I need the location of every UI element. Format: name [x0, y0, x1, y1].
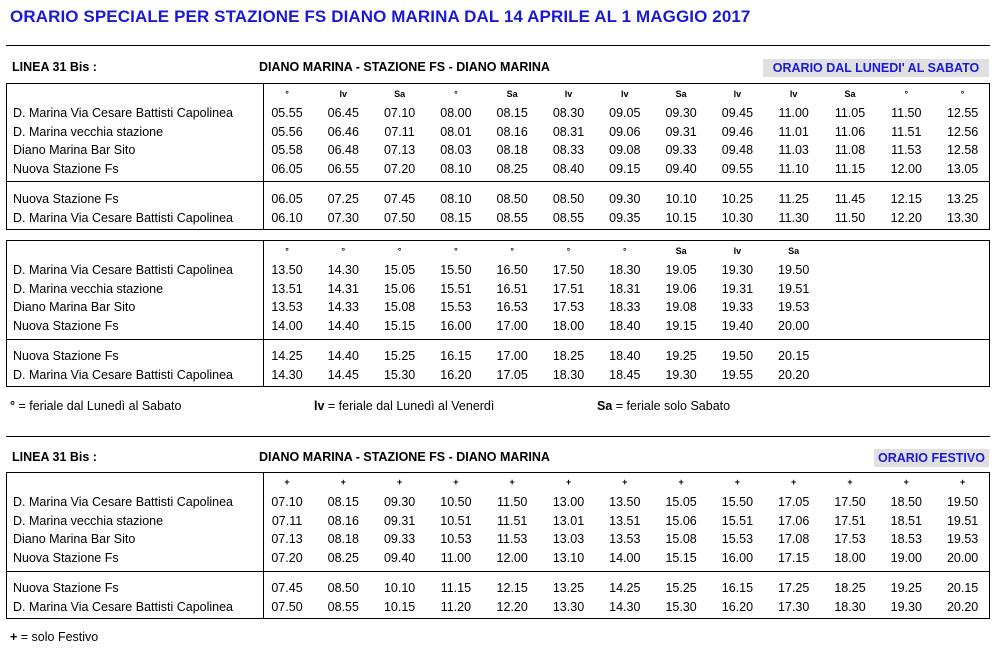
- legend-symbol: Sa: [597, 399, 613, 413]
- stop-name: Diano Marina Bar Sito: [13, 143, 136, 157]
- departure-time: 19.50: [721, 349, 754, 363]
- departure-time: 14.00: [609, 550, 641, 565]
- stop-name: D. Marina Via Cesare Battisti Capolinea: [13, 495, 234, 509]
- departure-time: 20.20: [778, 367, 810, 382]
- stop-name: D. Marina Via Cesare Battisti Capolinea: [13, 599, 234, 614]
- stop-name: D. Marina vecchia stazione: [13, 513, 164, 528]
- departure-time: 19.55: [721, 367, 754, 382]
- departure-time: 09.33: [665, 143, 697, 157]
- departure-time: 05.56: [271, 124, 303, 139]
- departure-time: 08.50: [327, 581, 359, 595]
- departure-time: 18.31: [609, 281, 641, 296]
- departure-time: 08.25: [327, 550, 359, 565]
- departure-time: 08.50: [496, 192, 528, 206]
- departure-time: 18.30: [609, 263, 641, 277]
- departure-time: 07.20: [383, 161, 416, 176]
- service-type-mark: lv: [621, 89, 629, 99]
- stop-name: Nuova Stazione Fs: [13, 349, 119, 363]
- departure-time: 14.30: [271, 367, 303, 382]
- departure-time: 12.00: [496, 550, 528, 565]
- departure-time: 07.50: [271, 599, 303, 614]
- departure-time: 13.25: [552, 581, 585, 595]
- departure-time: 14.25: [271, 349, 303, 363]
- departure-time: 19.06: [665, 281, 697, 296]
- departure-time: 11.50: [891, 106, 922, 120]
- service-type-mark: lv: [733, 246, 742, 256]
- service-type-mark: +: [396, 477, 403, 487]
- departure-time: 18.25: [552, 349, 585, 363]
- departure-time: 19.25: [890, 581, 922, 595]
- weekday-table-morning: [6, 83, 990, 230]
- service-type-mark: +: [340, 477, 346, 487]
- departure-time: 08.55: [496, 210, 528, 225]
- service-type-mark: °: [454, 246, 458, 256]
- departure-time: 15.06: [383, 281, 416, 296]
- departure-time: 18.30: [552, 367, 585, 382]
- departure-time: 05.55: [271, 106, 303, 120]
- departure-time: 09.40: [383, 550, 416, 565]
- legend-feriale-lun-sab: [10, 399, 181, 413]
- stop-name: D. Marina Via Cesare Battisti Capolinea: [13, 210, 234, 225]
- departure-time: 15.51: [440, 281, 472, 296]
- departure-time: 13.10: [552, 550, 585, 565]
- departure-time: 12.00: [890, 161, 922, 176]
- departure-time: 14.40: [327, 349, 359, 363]
- departure-time: 08.18: [327, 532, 359, 546]
- departure-time: 09.06: [609, 124, 641, 139]
- departure-time: 12.20: [890, 210, 922, 225]
- departure-time: 19.33: [721, 300, 754, 314]
- departure-time: 16.00: [440, 318, 472, 333]
- departure-time: 07.13: [383, 143, 416, 157]
- departure-time: 16.20: [440, 367, 472, 382]
- departure-time: 16.00: [721, 550, 754, 565]
- stop-name: Nuova Stazione Fs: [13, 581, 119, 595]
- departure-time: 13.50: [609, 495, 641, 509]
- departure-time: 14.00: [271, 318, 303, 333]
- departure-time: 12.58: [946, 143, 979, 157]
- departure-time: 11.30: [778, 210, 809, 225]
- service-type-mark: +: [509, 477, 515, 487]
- departure-time: 15.05: [665, 495, 697, 509]
- departure-time: 06.55: [327, 161, 359, 176]
- departure-time: 11.45: [834, 192, 866, 206]
- departure-time: 08.31: [552, 124, 585, 139]
- departure-time: 17.15: [778, 550, 810, 565]
- departure-time: 13.03: [552, 532, 585, 546]
- stop-name: D. Marina Via Cesare Battisti Capolinea: [13, 263, 234, 277]
- stop-name: Diano Marina Bar Sito: [13, 532, 136, 546]
- service-type-mark: °: [285, 89, 289, 99]
- departure-time: 11.06: [834, 124, 866, 139]
- departure-time: 15.30: [383, 367, 416, 382]
- departure-time: 08.16: [327, 513, 359, 528]
- departure-time: 07.10: [383, 106, 416, 120]
- row-divider: [7, 181, 989, 182]
- departure-time: 11.15: [834, 161, 866, 176]
- departure-time: 16.20: [721, 599, 754, 614]
- departure-time: 17.53: [834, 532, 866, 546]
- departure-time: 06.46: [327, 124, 359, 139]
- departure-time: 10.15: [665, 210, 697, 225]
- service-type-mark: Sa: [506, 89, 518, 99]
- departure-time: 17.05: [778, 495, 810, 509]
- departure-time: 09.30: [383, 495, 416, 509]
- departure-time: 15.15: [665, 550, 697, 565]
- departure-time: 10.25: [721, 192, 754, 206]
- departure-time: 19.51: [778, 281, 810, 296]
- service-type-mark: lv: [339, 89, 348, 99]
- departure-time: 12.15: [496, 581, 528, 595]
- departure-time: 11.15: [440, 581, 472, 595]
- departure-time: 18.00: [552, 318, 585, 333]
- stop-name: Nuova Stazione Fs: [13, 192, 119, 206]
- stop-name: Diano Marina Bar Sito: [13, 300, 136, 314]
- departure-time: 18.51: [890, 513, 922, 528]
- departure-time: 11.10: [778, 161, 809, 176]
- departure-time: 07.50: [383, 210, 416, 225]
- service-type-mark: Sa: [675, 246, 687, 256]
- departure-time: 08.00: [440, 106, 472, 120]
- holiday-table: [6, 472, 990, 619]
- departure-time: 09.55: [721, 161, 754, 176]
- legend-symbol: +: [10, 630, 18, 644]
- departure-time: 16.50: [496, 263, 528, 277]
- departure-time: 08.03: [440, 143, 472, 157]
- departure-time: 14.30: [609, 599, 641, 614]
- legend-text: = feriale solo Sabato: [612, 399, 731, 413]
- departure-time: 05.58: [271, 143, 303, 157]
- departure-time: 10.10: [383, 581, 416, 595]
- departure-time: 09.31: [665, 124, 697, 139]
- service-type-mark: lv: [789, 89, 798, 99]
- departure-time: 07.11: [271, 513, 303, 528]
- departure-time: 19.30: [665, 367, 697, 382]
- departure-time: 09.08: [609, 143, 641, 157]
- departure-time: 13.01: [552, 513, 585, 528]
- departure-time: 18.33: [609, 300, 641, 314]
- service-type-mark: +: [959, 477, 966, 487]
- section1-linea: LINEA 31 Bis :: [12, 60, 97, 74]
- departure-time: 14.31: [327, 281, 359, 296]
- service-type-mark: +: [622, 477, 628, 487]
- departure-time: 20.00: [946, 550, 979, 565]
- departure-time: 08.10: [440, 192, 472, 206]
- departure-time: 13.30: [552, 599, 585, 614]
- departure-time: 11.08: [834, 143, 866, 157]
- departure-time: 13.25: [946, 192, 979, 206]
- departure-time: 19.30: [721, 263, 754, 277]
- service-type-mark: Sa: [675, 89, 687, 99]
- departure-time: 13.05: [946, 161, 979, 176]
- departure-time: 17.00: [496, 349, 528, 363]
- departure-time: 14.33: [327, 300, 359, 314]
- departure-time: 16.53: [496, 300, 528, 314]
- departure-time: 11.53: [891, 143, 922, 157]
- departure-time: 17.50: [552, 263, 585, 277]
- departure-time: 17.53: [552, 300, 585, 314]
- departure-time: 17.51: [552, 281, 585, 296]
- departure-time: 07.25: [327, 192, 359, 206]
- row-divider: [7, 571, 989, 572]
- departure-time: 08.15: [440, 210, 472, 225]
- departure-time: 15.53: [440, 300, 472, 314]
- departure-time: 17.50: [834, 495, 866, 509]
- service-type-mark: +: [847, 477, 853, 487]
- legend-text: = solo Festivo: [17, 630, 99, 644]
- departure-time: 13.53: [609, 532, 641, 546]
- departure-time: 19.05: [665, 263, 697, 277]
- departure-time: 11.00: [440, 550, 472, 565]
- departure-time: 09.40: [665, 161, 697, 176]
- section2-linea: LINEA 31 Bis :: [12, 450, 97, 464]
- service-type-mark: lv: [733, 89, 742, 99]
- departure-time: 15.51: [721, 513, 754, 528]
- service-type-mark: Sa: [844, 89, 856, 99]
- departure-time: 12.55: [946, 106, 979, 120]
- departure-time: 12.20: [496, 599, 528, 614]
- section1-top-rule: [6, 45, 990, 46]
- departure-time: 09.35: [609, 210, 641, 225]
- departure-time: 16.15: [721, 581, 754, 595]
- stop-name: Nuova Stazione Fs: [13, 161, 119, 176]
- departure-time: 09.45: [721, 106, 754, 120]
- departure-time: 11.51: [497, 513, 528, 528]
- departure-time: 08.55: [552, 210, 585, 225]
- service-type-mark: °: [566, 246, 571, 256]
- service-type-mark: Sa: [394, 89, 406, 99]
- departure-time: 09.33: [383, 532, 416, 546]
- service-type-mark: Sa: [788, 246, 800, 256]
- departure-time: 08.55: [327, 599, 359, 614]
- departure-time: 14.25: [609, 581, 641, 595]
- departure-time: 18.40: [609, 318, 641, 333]
- departure-time: 09.15: [609, 161, 641, 176]
- departure-time: 20.00: [778, 318, 810, 333]
- departure-time: 15.15: [383, 318, 416, 333]
- departure-time: 13.00: [552, 495, 585, 509]
- departure-time: 09.05: [609, 106, 641, 120]
- departure-time: 19.53: [946, 532, 979, 546]
- departure-time: 19.30: [890, 599, 922, 614]
- departure-time: 06.05: [271, 192, 303, 206]
- departure-time: 14.40: [327, 318, 359, 333]
- departure-time: 10.50: [440, 495, 472, 509]
- service-type-mark: °: [904, 89, 909, 99]
- departure-time: 08.10: [440, 161, 472, 176]
- departure-time: 18.40: [609, 349, 641, 363]
- stop-name: D. Marina vecchia stazione: [13, 124, 164, 139]
- departure-time: 17.06: [778, 513, 810, 528]
- departure-time: 07.11: [384, 124, 415, 139]
- departure-time: 11.50: [834, 210, 866, 225]
- section2-top-rule: [6, 436, 990, 437]
- departure-time: 07.13: [271, 532, 303, 546]
- service-type-mark: +: [565, 477, 572, 487]
- departure-time: 18.00: [834, 550, 866, 565]
- departure-time: 08.16: [496, 124, 528, 139]
- departure-time: 18.30: [834, 599, 866, 614]
- section2-route: DIANO MARINA - STAZIONE FS - DIANO MARINA: [259, 450, 550, 464]
- stop-name: D. Marina Via Cesare Battisti Capolinea: [13, 106, 234, 120]
- service-type-mark: +: [284, 477, 290, 487]
- departure-time: 11.01: [778, 124, 809, 139]
- departure-time: 08.40: [552, 161, 585, 176]
- departure-time: 07.45: [271, 581, 303, 595]
- service-type-mark: °: [341, 246, 346, 256]
- departure-time: 19.50: [778, 263, 810, 277]
- stop-name: Nuova Stazione Fs: [13, 318, 119, 333]
- departure-time: 15.25: [383, 349, 416, 363]
- service-type-mark: °: [285, 246, 289, 256]
- departure-time: 11.00: [778, 106, 809, 120]
- departure-time: 19.08: [665, 300, 697, 314]
- departure-time: 13.51: [609, 513, 641, 528]
- departure-time: 06.05: [271, 161, 303, 176]
- departure-time: 20.20: [946, 599, 979, 614]
- service-type-mark: lv: [564, 89, 573, 99]
- departure-time: 17.05: [496, 367, 528, 382]
- weekday-table-afternoon: [6, 240, 990, 387]
- stop-name: Nuova Stazione Fs: [13, 550, 119, 565]
- departure-time: 17.25: [778, 581, 810, 595]
- departure-time: 09.30: [609, 192, 641, 206]
- legend-festivo: [10, 630, 98, 644]
- legend-symbol: lv: [314, 399, 325, 413]
- departure-time: 15.06: [665, 513, 697, 528]
- departure-time: 15.08: [383, 300, 416, 314]
- departure-time: 20.15: [778, 349, 810, 363]
- departure-time: 18.45: [609, 367, 641, 382]
- departure-time: 12.56: [946, 124, 979, 139]
- departure-time: 18.25: [834, 581, 866, 595]
- service-type-mark: +: [791, 477, 797, 487]
- departure-time: 10.51: [440, 513, 472, 528]
- legend-text: = feriale dal Lunedì al Sabato: [15, 399, 182, 413]
- departure-time: 08.18: [496, 143, 528, 157]
- departure-time: 20.15: [946, 581, 979, 595]
- departure-time: 11.03: [778, 143, 809, 157]
- departure-time: 15.50: [721, 495, 754, 509]
- departure-time: 13.30: [946, 210, 979, 225]
- departure-time: 08.15: [496, 106, 528, 120]
- departure-time: 10.30: [721, 210, 754, 225]
- service-type-mark: °: [397, 246, 402, 256]
- departure-time: 15.53: [721, 532, 754, 546]
- departure-time: 07.20: [271, 550, 303, 565]
- legend-text: = feriale dal Lunedì al Venerdì: [324, 399, 495, 413]
- departure-time: 09.48: [721, 143, 754, 157]
- service-type-mark: °: [454, 89, 458, 99]
- stop-name: D. Marina Via Cesare Battisti Capolinea: [13, 367, 234, 382]
- departure-time: 19.40: [721, 318, 754, 333]
- departure-time: 10.15: [383, 599, 416, 614]
- service-type-mark: °: [960, 89, 965, 99]
- departure-time: 16.15: [440, 349, 472, 363]
- departure-time: 06.45: [327, 106, 359, 120]
- departure-time: 08.15: [327, 495, 359, 509]
- departure-time: 08.33: [552, 143, 585, 157]
- departure-time: 14.30: [327, 263, 359, 277]
- departure-time: 19.15: [665, 318, 697, 333]
- departure-time: 11.50: [497, 495, 528, 509]
- departure-time: 08.30: [552, 106, 585, 120]
- departure-time: 15.25: [665, 581, 697, 595]
- departure-time: 06.48: [327, 143, 359, 157]
- departure-time: 17.00: [496, 318, 528, 333]
- departure-time: 19.53: [778, 300, 810, 314]
- service-type-mark: +: [678, 477, 684, 487]
- departure-time: 15.50: [440, 263, 472, 277]
- departure-time: 18.50: [890, 495, 922, 509]
- stop-name: D. Marina vecchia stazione: [13, 281, 164, 296]
- departure-time: 19.31: [721, 281, 754, 296]
- departure-time: 09.46: [721, 124, 754, 139]
- departure-time: 07.30: [327, 210, 359, 225]
- service-type-mark: +: [903, 477, 909, 487]
- departure-time: 19.51: [946, 513, 979, 528]
- departure-time: 11.25: [778, 192, 809, 206]
- departure-time: 10.53: [440, 532, 472, 546]
- departure-time: 13.53: [271, 300, 303, 314]
- departure-time: 13.50: [271, 263, 303, 277]
- section1-schedule-badge: ORARIO DAL LUNEDI' AL SABATO: [763, 59, 989, 77]
- row-divider: [7, 339, 989, 340]
- departure-time: 06.10: [271, 210, 303, 225]
- departure-time: 17.30: [778, 599, 810, 614]
- departure-time: 11.53: [497, 532, 528, 546]
- departure-time: 19.50: [946, 495, 979, 509]
- page-title: ORARIO SPECIALE PER STAZIONE FS DIANO MARINA DAL 14 APRILE AL 1 MAGGIO 2017: [10, 7, 751, 26]
- departure-time: 14.45: [327, 367, 359, 382]
- departure-time: 07.10: [271, 495, 303, 509]
- departure-time: 19.25: [665, 349, 697, 363]
- service-type-mark: °: [510, 246, 514, 256]
- departure-time: 16.51: [496, 281, 528, 296]
- departure-time: 13.51: [271, 281, 303, 296]
- departure-time: 18.53: [890, 532, 922, 546]
- legend-feriale-lun-ven: [314, 399, 494, 413]
- section1-route: DIANO MARINA - STAZIONE FS - DIANO MARINA: [259, 60, 550, 74]
- service-type-mark: °: [622, 246, 627, 256]
- departure-time: 08.25: [496, 161, 528, 176]
- departure-time: 09.31: [383, 513, 416, 528]
- departure-time: 11.51: [891, 124, 922, 139]
- departure-time: 11.05: [834, 106, 866, 120]
- departure-time: 17.08: [778, 532, 810, 546]
- departure-time: 17.51: [834, 513, 866, 528]
- departure-time: 15.08: [665, 532, 697, 546]
- legend-symbol: °: [10, 399, 15, 413]
- legend-feriale-sabato: [597, 399, 730, 413]
- departure-time: 09.30: [665, 106, 697, 120]
- departure-time: 08.50: [552, 192, 585, 206]
- departure-time: 15.30: [665, 599, 697, 614]
- departure-time: 19.00: [890, 550, 922, 565]
- departure-time: 10.10: [665, 192, 697, 206]
- service-type-mark: +: [453, 477, 459, 487]
- section2-schedule-badge: ORARIO FESTIVO: [874, 449, 989, 467]
- departure-time: 08.01: [440, 124, 472, 139]
- departure-time: 11.20: [440, 599, 472, 614]
- departure-time: 07.45: [383, 192, 416, 206]
- departure-time: 12.15: [890, 192, 922, 206]
- departure-time: 15.05: [383, 263, 416, 277]
- service-type-mark: +: [734, 477, 741, 487]
